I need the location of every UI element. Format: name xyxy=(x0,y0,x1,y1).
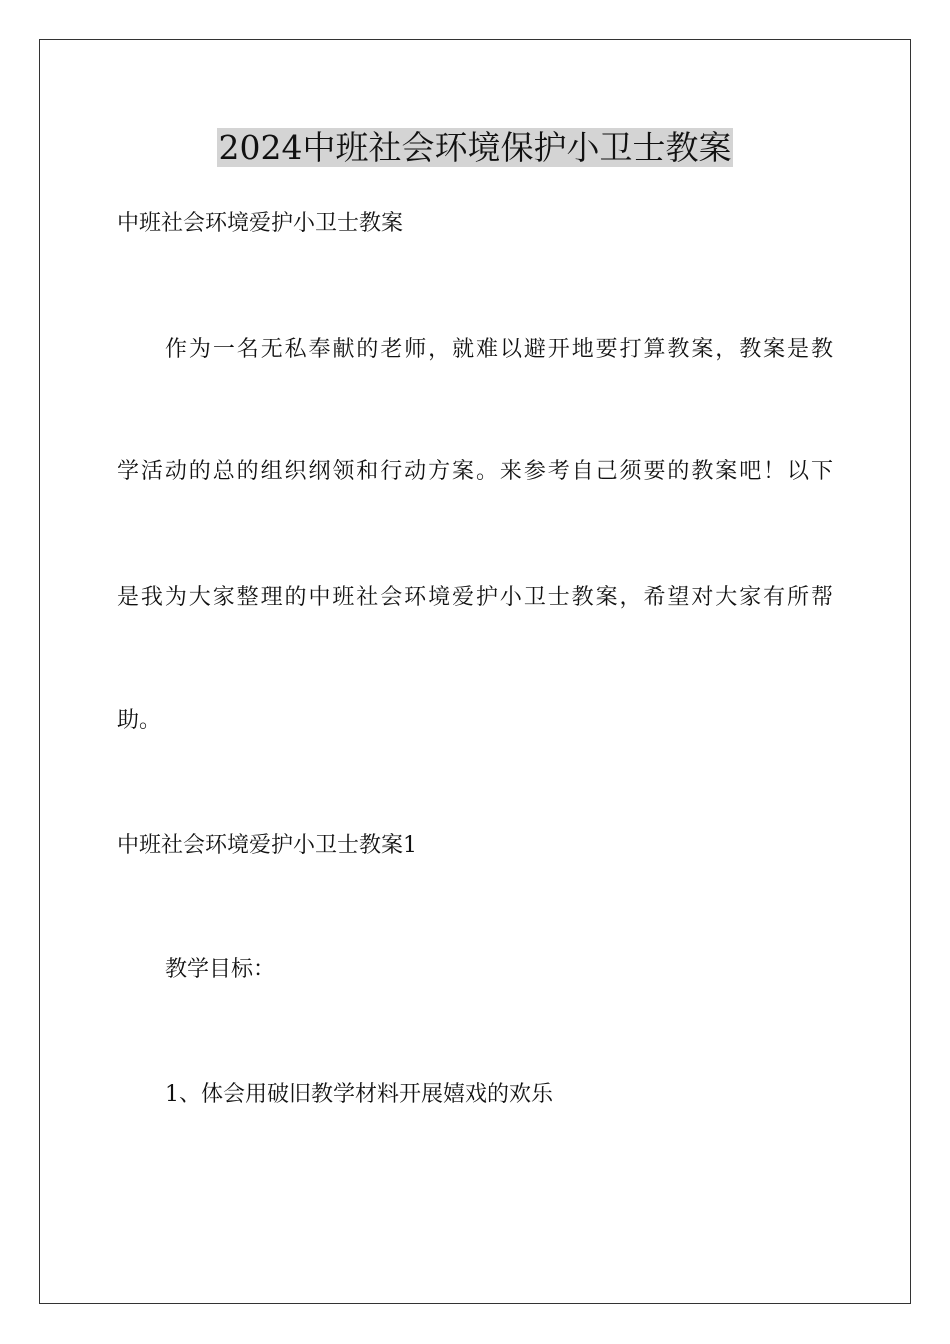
document-title-text: 2024中班社会环境保护小卫士教案 xyxy=(218,128,732,167)
teaching-goal-label: 教学目标： xyxy=(165,957,276,982)
intro-paragraph-line-3: 是我为大家整理的中班社会环境爱护小卫士教案，希望对大家有所帮 xyxy=(117,585,833,610)
intro-paragraph-line-1: 作为一名无私奉献的老师，就难以避开地要打算教案，教案是教 xyxy=(165,337,833,362)
document-subtitle: 中班社会环境爱护小卫士教案 xyxy=(117,211,404,236)
intro-paragraph-line-4: 助。 xyxy=(117,708,162,733)
document-title xyxy=(0,126,950,170)
goal-item-1: 1、体会用破旧教学材料开展嬉戏的欢乐 xyxy=(165,1082,553,1107)
intro-paragraph-line-2: 学活动的总的组织纲领和行动方案。来参考自己须要的教案吧！以下 xyxy=(117,459,833,484)
section-heading: 中班社会环境爱护小卫士教案1 xyxy=(117,833,417,858)
